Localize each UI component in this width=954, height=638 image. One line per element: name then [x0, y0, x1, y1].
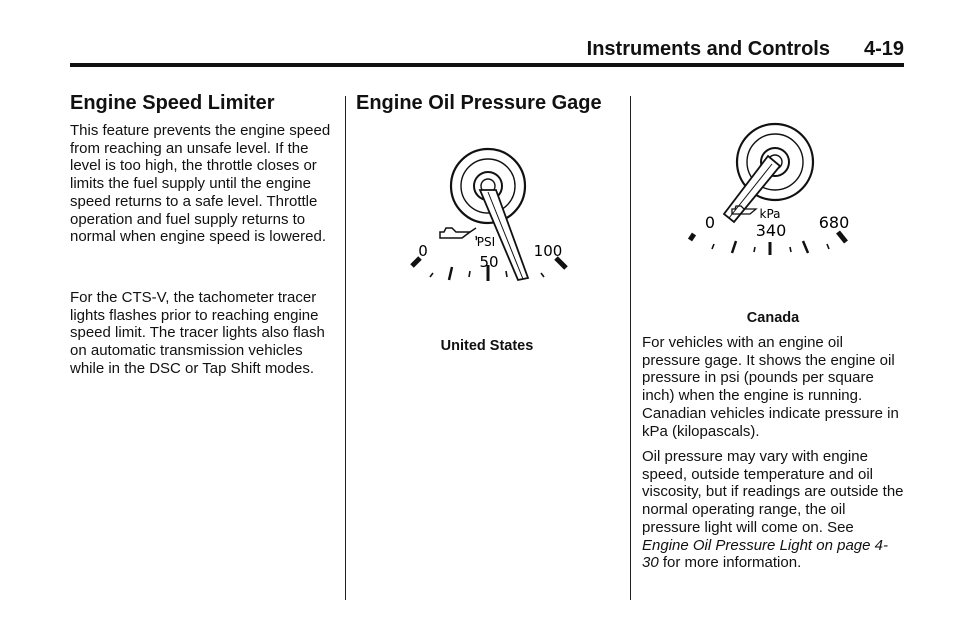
- oil-pressure-gage-heading: Engine Oil Pressure Gage: [356, 92, 602, 114]
- us-gauge-unit: PSI: [476, 235, 496, 249]
- column-divider-left: [345, 96, 346, 600]
- canada-gauge-unit: kPa: [759, 207, 781, 221]
- canada-oil-pressure-gauge: [680, 118, 870, 268]
- page-number: 4-19: [863, 38, 904, 60]
- speed-limiter-paragraph-1: This feature prevents the engine speed from reaching an unsafe level. If the level is too high, the throttle closes or limits the fuel supply until the engine speed returns to a safe level. Throttle operation and fuel supply returns to normal when engine speed is lowered.: [70, 122, 331, 246]
- speed-limiter-paragraph-2: For the CTS-V, the tachometer tracer lights flashes prior to reaching engine speed limit. The tracer lights also flash on automatic transmission vehicles while in the DSC or Tap Shift modes.: [70, 289, 325, 377]
- section-title: Instruments and Controls: [586, 38, 830, 60]
- header-rule: [70, 63, 904, 67]
- oil-pressure-paragraph-2: [642, 448, 904, 572]
- oil-pressure-paragraph-1: For vehicles with an engine oil pressure gage. It shows the engine oil pressure in psi (pounds per square inch) when the engine is running. Canadian vehicles indicate pressure in kPa (kilopascals).: [642, 334, 899, 440]
- canada-gauge-label-680: 680: [818, 213, 850, 232]
- us-gauge-label-50: 50: [479, 253, 499, 271]
- us-gauge-label-0: 0: [418, 242, 428, 260]
- engine-speed-limiter-heading: Engine Speed Limiter: [70, 92, 275, 114]
- canada-gauge-label-340: 340: [755, 221, 787, 240]
- oil-pressure-light-link[interactable]: Engine Oil Pressure Light on page 4-30: [642, 536, 888, 572]
- oil-can-icon: [440, 228, 477, 240]
- oil-pressure-paragraph-2-text: Oil pressure may vary with engine speed, outside temperature and oil viscosity, but if readings are outside the normal operating range, the oil pressure light will come on. See: [642, 448, 904, 536]
- us-oil-pressure-gauge: [400, 140, 590, 300]
- canada-gauge-caption: Canada: [746, 310, 800, 326]
- canada-gauge-label-0: 0: [704, 213, 716, 232]
- oil-pressure-paragraph-2-tail: for more information.: [662, 554, 802, 572]
- column-divider-right: [630, 96, 631, 600]
- us-gauge-caption: United States: [440, 338, 534, 354]
- us-gauge-label-100: 100: [533, 242, 563, 260]
